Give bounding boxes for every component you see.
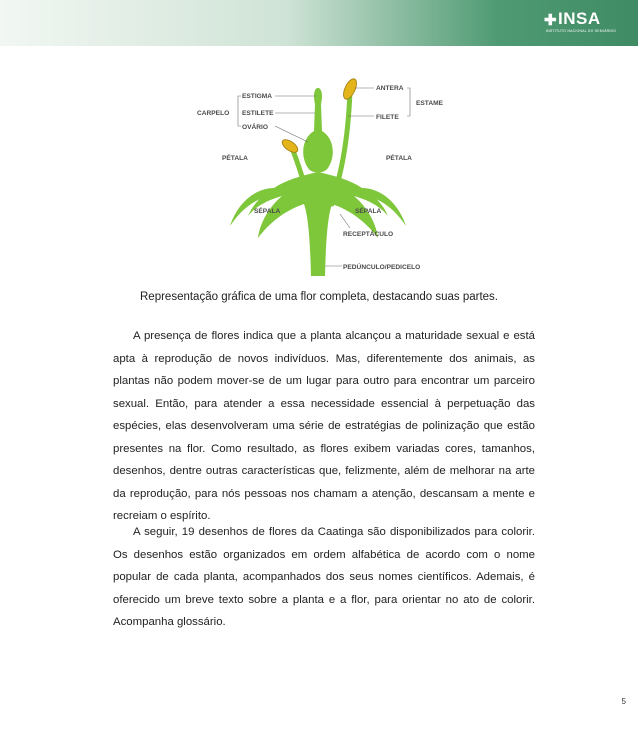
ovario-leader [275, 126, 308, 142]
label-receptaculo: RECEPTÁCULO [343, 231, 394, 238]
label-sepala-right: SÉPALA [355, 208, 382, 215]
paragraph-coloring-drawings: A seguir, 19 desenhos de flores da Caatinga são disponibilizados para colorir. Os desenhos estão organizados em ordem alfabética de acordo com o nome popular de cada planta, acompanhados dos seus nomes científicos. Ademais, é oferecido um breve texto sobre a planta e a flor, para orientar no ato de colorir. Acompanha glossário. [113, 526, 535, 628]
receptaculo-leader [340, 214, 350, 228]
label-ovario: OVÁRIO [242, 124, 269, 131]
label-antera: ANTERA [376, 85, 404, 92]
page-header-band [0, 0, 638, 46]
page-number: 5 [621, 697, 626, 706]
label-estame: ESTAME [416, 100, 443, 107]
estame-bracket [407, 88, 410, 116]
receptacle-petals-shape [248, 172, 388, 276]
label-petala-right: PÉTALA [386, 155, 412, 162]
label-carpelo: CARPELO [197, 110, 230, 117]
left-anther-shape [280, 137, 300, 155]
flower-diagram-svg [190, 76, 450, 286]
insa-logo [544, 9, 617, 37]
pistil-shape [303, 88, 333, 173]
figure-caption: Representação gráfica de uma flor completa, destacando suas partes. [140, 291, 498, 303]
insa-logo-icon: ✚ [544, 12, 557, 29]
anther-shape [341, 77, 359, 101]
carpelo-bracket [238, 96, 241, 126]
paragraph-flowers-intro: A presença de flores indica que a planta alcançou a maturidade sexual e está apta à reprodução de novos indivíduos. Mas, diferentemente dos animais, as plantas não podem mover-se de um lugar para outro para encontrar um parceiro sexual. Então, para atender a essa necessidade essencial à perpetuação das espécies, elas desenvolveram uma série de estratégias de polinização que estão presentes na flor. Como resultado, as flores exibem variadas cores, tamanhos, desenhos, dentre outras características que, felizmente, além de melhorar na arte da reprodução, para nós pessoas nos chamam a atenção, descansam a mente e recreiam o espírito. [113, 330, 535, 522]
label-filete: FILETE [376, 114, 399, 121]
label-estigma: ESTIGMA [242, 93, 273, 100]
flower-diagram [190, 76, 450, 286]
label-pedunculo: PEDÚNCULO/PEDICELO [343, 264, 421, 271]
label-petala-left: PÉTALA [222, 155, 248, 162]
label-estilete: ESTILETE [242, 110, 274, 117]
insa-logo-name: INSA [558, 9, 601, 28]
label-sepala-left: SÉPALA [254, 208, 281, 215]
insa-logo-tagline: INSTITUTO NACIONAL DO SEMIÁRIDO [546, 29, 617, 33]
